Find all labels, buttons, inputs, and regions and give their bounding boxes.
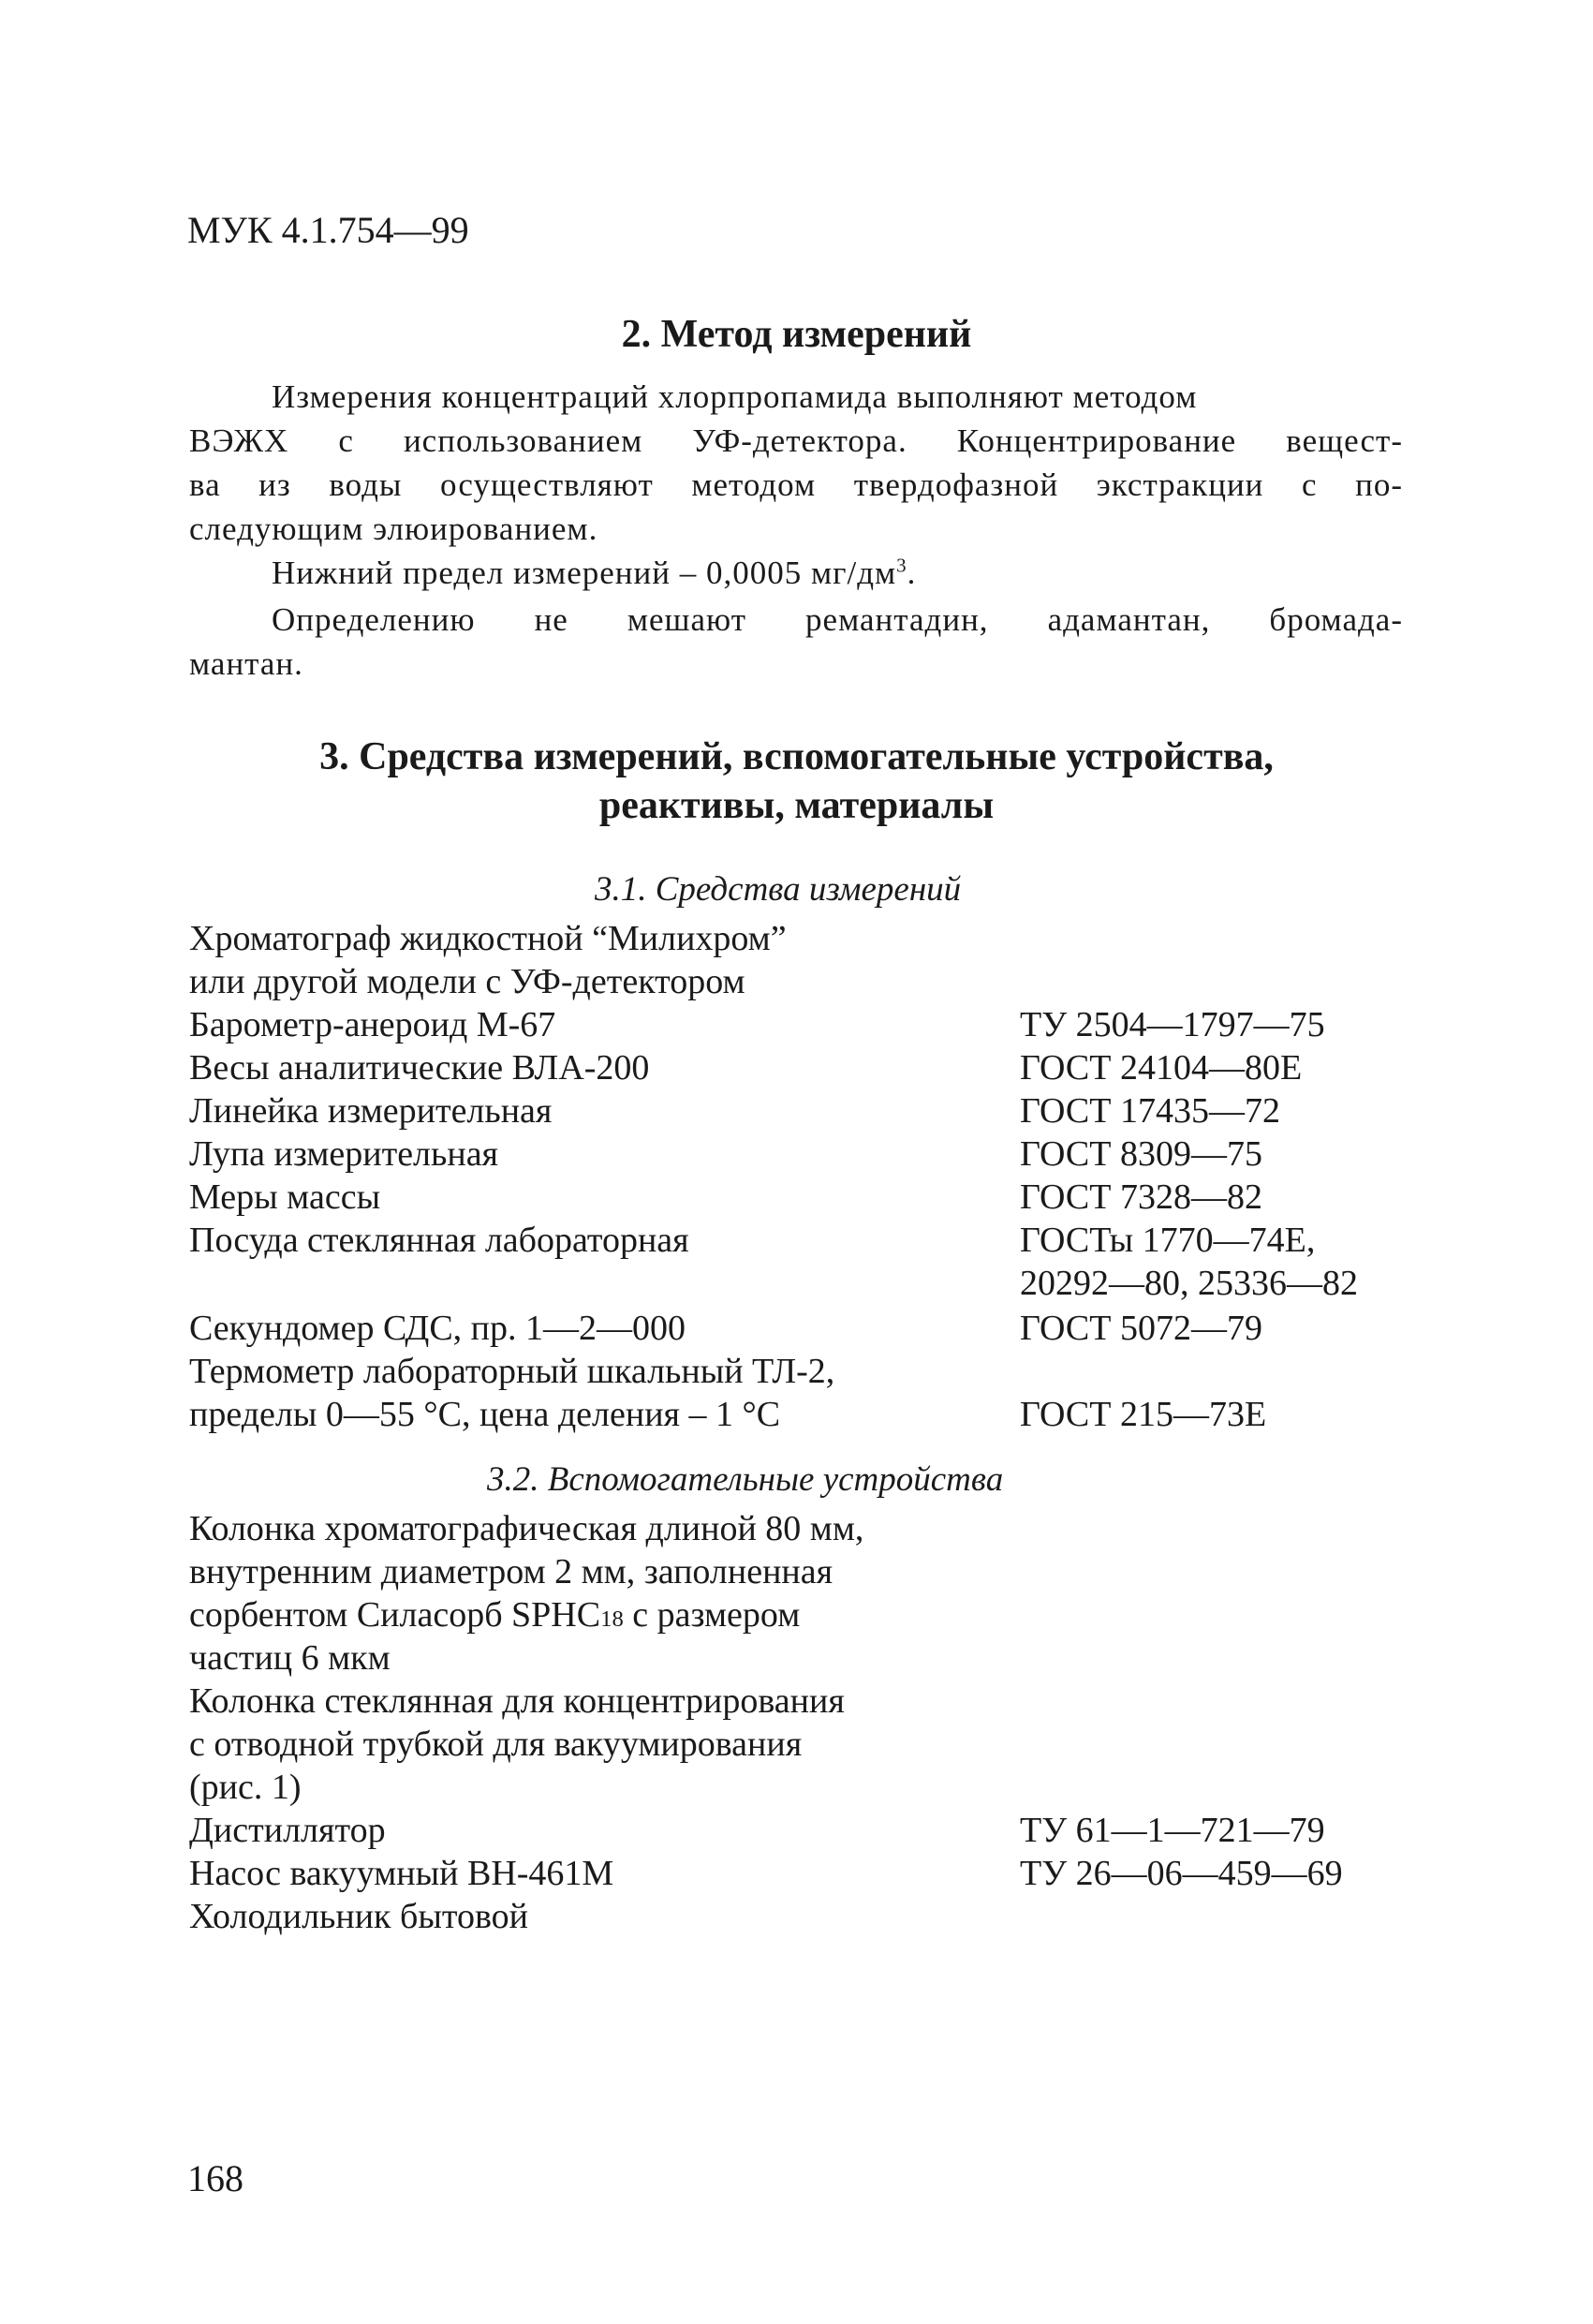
list-item: внутренним диаметром 2 мм, заполненная xyxy=(189,1552,833,1591)
list-item: (рис. 1) xyxy=(189,1768,302,1807)
sorbent-text: сорбентом Силасорб SPHC xyxy=(189,1595,601,1635)
paragraph-line: ВЭЖХ с использованием УФ-детектора. Концентрирование вещест- xyxy=(189,422,1403,459)
lower-limit-text: Нижний предел измерений – 0,0005 мг/дм xyxy=(272,555,897,591)
section-2-title: 2. Метод измерений xyxy=(621,313,972,356)
list-item: Лупа измерительная ГОСТ 8309—75 xyxy=(189,1134,1262,1174)
list-item: Дистиллятор ТУ 61—1—721—79 xyxy=(189,1811,1325,1850)
paragraph-line: Определению не мешают ремантадин, адамантан, бромада- xyxy=(272,601,1403,638)
paragraph-line: следующим элюированием. xyxy=(189,511,598,547)
paragraph-line: мантан. xyxy=(189,645,303,682)
list-item: Посуда стеклянная лабораторная ГОСТы 1770—74Е, xyxy=(189,1221,1316,1260)
list-item: Колонка хроматографическая длиной 80 мм, xyxy=(189,1509,864,1548)
document-code: МУК 4.1.754—99 xyxy=(187,209,469,251)
list-item: Холодильник бытовой xyxy=(189,1897,529,1936)
page-number: 168 xyxy=(187,2157,243,2199)
list-item: Хроматограф жидкостной “Милихром” xyxy=(189,919,787,958)
list-item: Колонка стеклянная для концентрирования xyxy=(189,1681,845,1721)
list-item: 20292—80, 25336—82 xyxy=(1020,1264,1358,1303)
list-item: Секундомер СДС, пр. 1—2—000 ГОСТ 5072—79 xyxy=(189,1309,1262,1348)
paragraph-line: Измерения концентраций хлорпропамида выполняют методом xyxy=(272,378,1198,415)
section-3-title-line-1: 3. Средства измерений, вспомогательные устройства, xyxy=(319,735,1274,778)
list-item: с отводной трубкой для вакуумирования xyxy=(189,1724,803,1764)
list-item: Меры массы ГОСТ 7328—82 xyxy=(189,1177,1262,1217)
subsection-3-2-title: 3.2. Вспомогательные устройства xyxy=(487,1460,1004,1499)
list-item: пределы 0—55 °С, цена деления – 1 °С ГОСТ 215—73Е xyxy=(189,1395,1267,1434)
list-item: Насос вакуумный ВН-461М ТУ 26—06—459—69 xyxy=(189,1854,1343,1893)
interference-paragraph xyxy=(189,598,1403,686)
list-item: сорбентом Силасорб SPHC18 с размером xyxy=(189,1595,801,1635)
lower-limit-paragraph: Нижний предел измерений – 0,0005 $мг/дм^3$. xyxy=(272,554,917,591)
list-item: частиц 6 мкм xyxy=(189,1638,391,1678)
section-3-title-line-2: реактивы, материалы xyxy=(598,784,995,827)
list-item: Весы аналитические ВЛА-200 ГОСТ 24104—80Е xyxy=(189,1048,1303,1088)
sorbent-subscript: 18 xyxy=(600,1606,624,1632)
lower-limit-exponent: 3 xyxy=(896,554,907,577)
list-item: Термометр лабораторный шкальный ТЛ-2, xyxy=(189,1352,835,1391)
list-item: Линейка измерительная ГОСТ 17435—72 xyxy=(189,1091,1280,1131)
list-item: или другой модели с УФ-детектором xyxy=(189,962,745,1001)
paragraph-line: ва из воды осуществляют методом твердофазной экстракции с по- xyxy=(189,466,1403,503)
list-item: Барометр-анероид М-67 ТУ 2504—1797—75 xyxy=(189,1005,1325,1044)
method-paragraph xyxy=(189,375,1403,551)
subsection-3-1-title: 3.1. Средства измерений xyxy=(595,870,962,909)
